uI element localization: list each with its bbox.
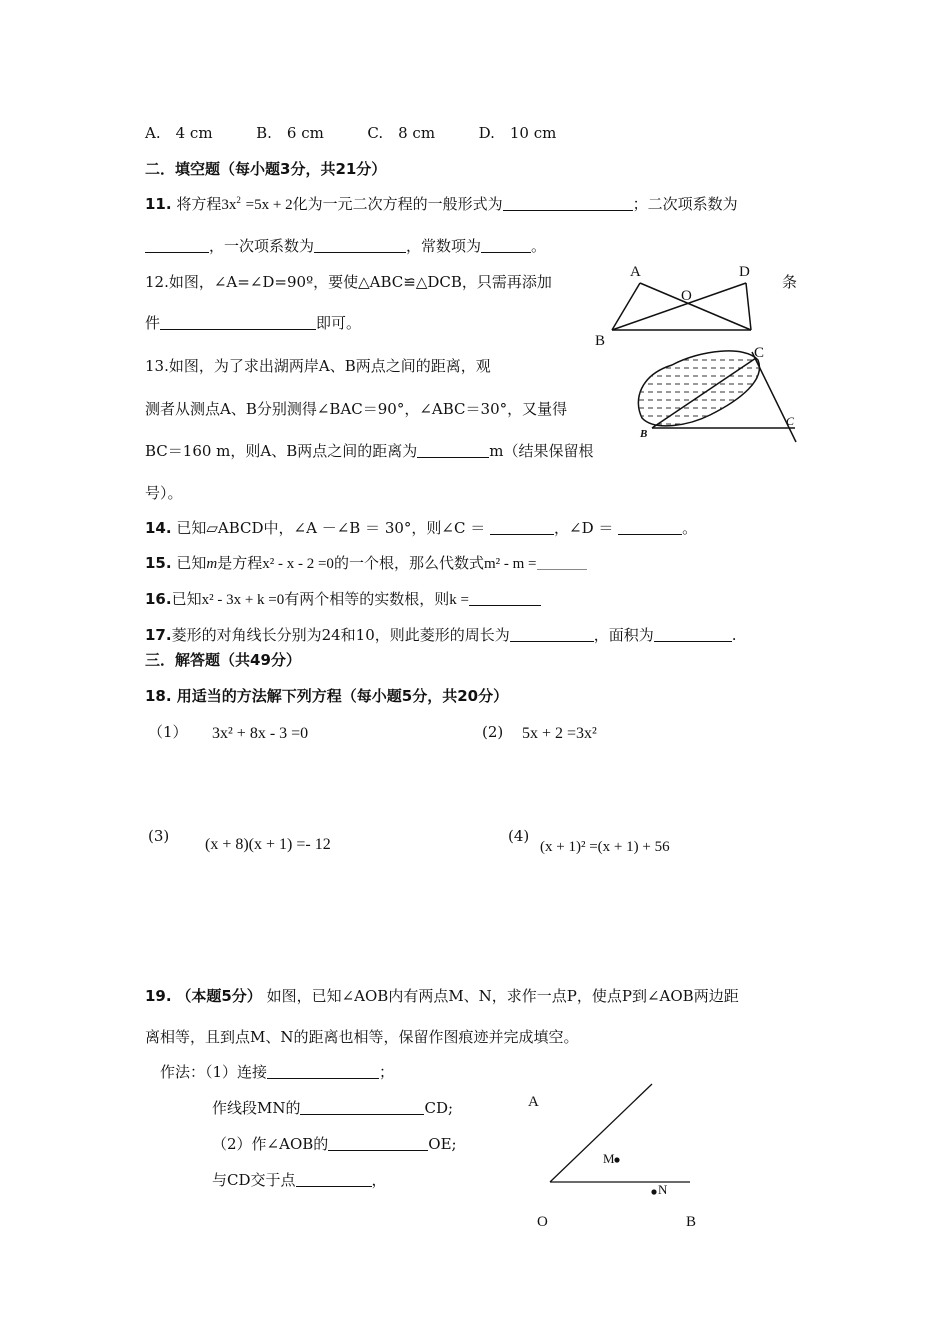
q19-label-b: B — [686, 1214, 697, 1230]
q11-text4: ，一次项系数为 — [209, 237, 315, 255]
q19-step4-end: ， — [371, 1171, 387, 1189]
q19-point-m — [614, 1157, 619, 1162]
q15-expression: m² - m = — [483, 556, 537, 572]
q12-label-o: O — [681, 288, 692, 304]
q18-part2-label: (2) — [482, 723, 504, 741]
q12-text: 如图，∠A=∠D=90º，要使△ABC≌△DCB，只需再添加 — [168, 273, 552, 291]
q15-number: 15. — [145, 554, 172, 572]
q18-part3-equation: (x + 8)(x + 1) =- 12 — [205, 836, 331, 853]
q19-step3-text: （2）作∠AOB的 — [212, 1135, 329, 1153]
q14-text2: ，∠D ＝ — [554, 519, 614, 537]
q17-text2: ，面积为 — [593, 626, 654, 644]
q11-eq-left: $3x^2$ — [221, 195, 241, 213]
q11-eq-right: =5x + 2 — [245, 197, 293, 213]
q18-part1-equation: 3x² + 8x - 3 =0 — [212, 725, 309, 742]
q19-point-n — [651, 1189, 656, 1194]
q11-text5: ，常数项为 — [406, 237, 482, 255]
q12-label-b: B — [595, 333, 606, 349]
q16-text1: 已知 — [171, 590, 202, 608]
section-3-title: 三．解答题（共49分） — [145, 651, 301, 669]
q15-text3: 的一个根，那么代数式 — [333, 554, 484, 572]
q13-text4: m（结果保留根 — [489, 442, 594, 460]
q12-text3: 件 — [145, 314, 161, 332]
q19-step4-text: 与CD交于点 — [212, 1171, 296, 1189]
q14-text3: 。 — [682, 519, 698, 537]
choice-c: C. 8 cm — [367, 124, 436, 142]
q11-text: 将方程 — [176, 195, 222, 213]
q18-part4-equation: (x + 1)² =(x + 1) + 56 — [540, 839, 670, 855]
q17-text1: 菱形的对角线长分别为24和10，则此菱形的周长为 — [171, 626, 510, 644]
q18-part1-label: （1） — [148, 723, 188, 741]
question-18-title: 18. 用适当的方法解下列方程（每小题5分，共20分） — [145, 687, 509, 705]
q13-text3: BC＝160 m，则A、B两点之间的距离为 — [145, 442, 418, 460]
q15-text1: 已知 — [176, 554, 207, 572]
q15-text2: 是方程 — [217, 554, 263, 572]
q12-label-a: A — [630, 264, 641, 280]
q13-text1: 如图，为了求出湖两岸A、B两点之间的距离，观 — [168, 357, 491, 375]
choice-d: D. 10 cm — [478, 124, 557, 142]
q11-number: 11. — [145, 195, 172, 213]
q16-text2: 有两个相等的实数根，则 — [284, 590, 450, 608]
q12-text4: 即可。 — [316, 314, 362, 332]
q12-label-d: D — [739, 264, 750, 280]
q12-number: 12. — [145, 273, 169, 291]
q19-label-n: N — [658, 1182, 668, 1197]
q12-text-tiao: 条 — [782, 273, 798, 291]
q19-step2-end: CD; — [424, 1099, 454, 1117]
question-13-line2: 测者从测点A、B分别测得∠BAC＝90°，∠ABC＝30°，又量得 — [145, 400, 568, 418]
choice-a: A. 4 cm — [145, 124, 213, 142]
q19-label-a: A — [528, 1094, 539, 1110]
q19-score: （本题5分） — [176, 987, 262, 1005]
q19-text1: 如图，已知∠AOB内有两点M、N，求作一点P，使点P到∠AOB两边距 — [266, 987, 739, 1005]
q18-part2-equation: 5x + 2 =3x² — [522, 725, 597, 742]
q11-text3: ；二次项系数为 — [632, 195, 738, 213]
q19-step1-end: ； — [379, 1063, 395, 1081]
q13-label-c-top: C — [754, 345, 765, 361]
q16-equation: x² - 3x + k =0 — [201, 592, 285, 608]
choice-b: B. 6 cm — [256, 124, 324, 142]
q19-step1-text: 作法：（1）连接 — [160, 1063, 268, 1081]
q16-var-k: k = — [449, 592, 469, 608]
q18-part3-label: (3) — [148, 827, 170, 845]
q19-step3-end: OE; — [428, 1135, 457, 1153]
q15-equation: x² - x - 2 =0 — [262, 556, 334, 572]
q17-number: 17. — [145, 626, 172, 644]
q19-label-o: O — [537, 1214, 548, 1230]
q17-text3: . — [731, 626, 737, 644]
question-13-line4: 号）。 — [145, 484, 183, 502]
q14-number: 14. — [145, 519, 172, 537]
q19-ray-oa — [550, 1084, 652, 1182]
q13-label-b: B — [640, 428, 648, 440]
q11-text6: 。 — [531, 237, 547, 255]
question-19-line2: 离相等，且到点M、N的距离也相等，保留作图痕迹并完成填空。 — [145, 1028, 579, 1046]
q13-label-c-right: C — [786, 414, 795, 428]
q16-number: 16. — [145, 590, 172, 608]
q19-label-m: M — [603, 1151, 615, 1166]
section-2-title: 二．填空题（每小题3分，共21分） — [145, 160, 387, 178]
q18-part4-label: (4) — [508, 827, 530, 845]
q15-var-m: m — [206, 556, 218, 572]
q19-step2-text: 作线段MN的 — [212, 1099, 301, 1117]
q13-number: 13. — [145, 357, 169, 375]
q14-text1: 已知▱ABCD中，∠A －∠B ＝ 30°，则∠C ＝ — [176, 519, 486, 537]
q11-text2: 化为一元二次方程的一般形式为 — [292, 195, 503, 213]
q19-number: 19. — [145, 987, 172, 1005]
